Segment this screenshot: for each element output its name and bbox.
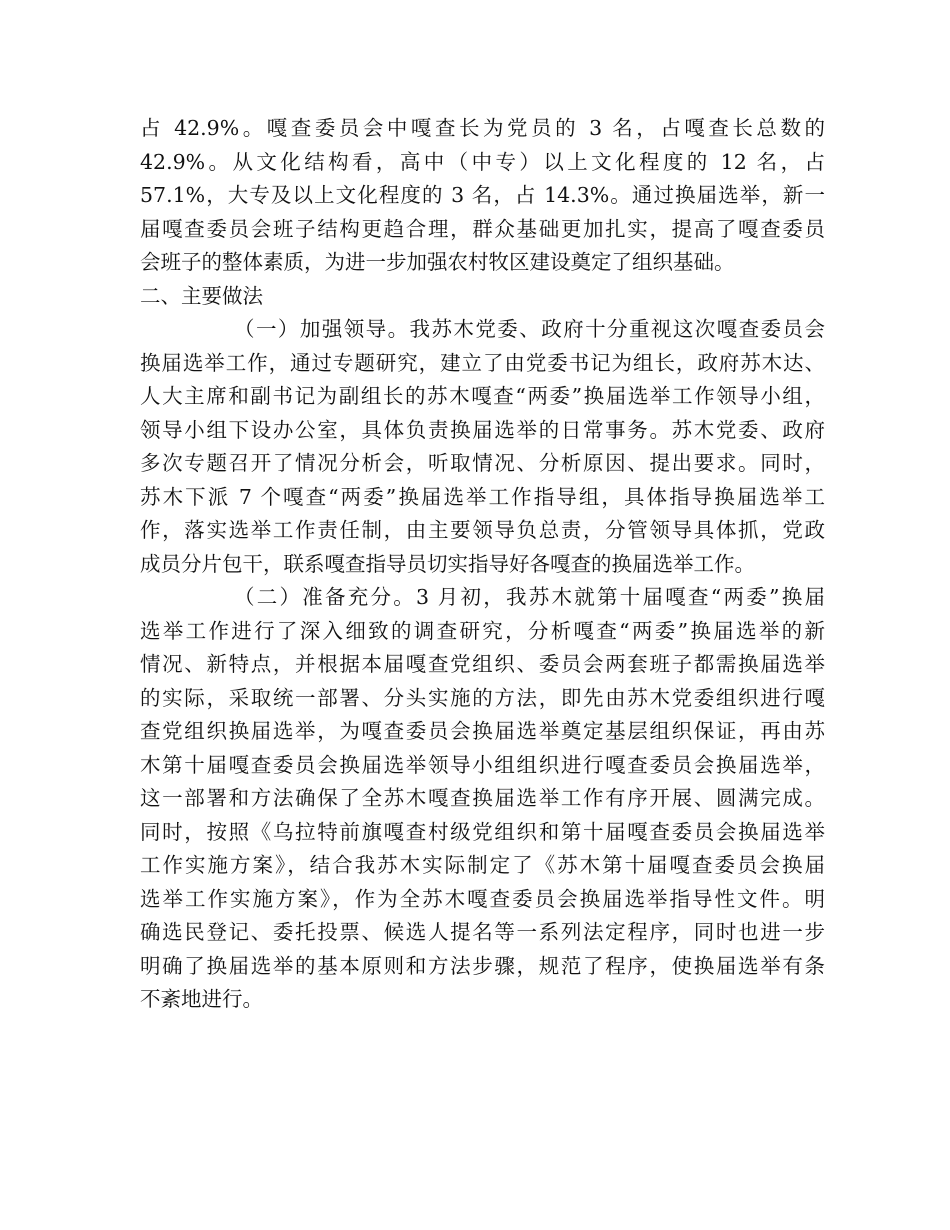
text-line: 的实际，采取统一部署、分头实施的方法，即先由苏木党委组织进行嘎: [140, 685, 825, 710]
text-line: 成员分片包干，联系嘎查指导员切实指导好各嘎查的换届选举工作。: [140, 551, 755, 576]
text-line: 情况、新特点，并根据本届嘎查党组织、委员会两套班子都需换届选举: [140, 652, 825, 676]
text-line: 42.9%。从文化结构看，高中（中专）以上文化程度的 12 名，占: [140, 149, 825, 174]
text-line: （一）加强领导。我苏木党委、政府十分重视这次嘎查委员会: [234, 317, 825, 341]
text-line: 苏木下派 7 个嘎查“两委”换届选举工作指导组，具体指导换届选举工: [140, 484, 825, 509]
text-line: 选举工作进行了深入细致的调查研究，分析嘎查“两委”换届选举的新: [140, 618, 825, 643]
text-line: 这一部署和方法确保了全苏木嘎查换届选举工作有序开展、圆满完成。: [140, 786, 825, 810]
text-line: 换届选举工作，通过专题研究，建立了由党委书记为组长，政府苏木达、: [140, 350, 825, 375]
text-line: 会班子的整体素质，为进一步加强农村牧区建设奠定了组织基础。: [140, 250, 735, 274]
text-line: 届嘎查委员会班子结构更趋合理，群众基础更加扎实，提高了嘎查委员: [140, 216, 825, 241]
text-line: 占 42.9%。嘎查委员会中嘎查长为党员的 3 名，占嘎查长总数的: [140, 116, 825, 140]
text-line: 查党组织换届选举，为嘎查委员会换届选举奠定基层组织保证，再由苏: [140, 719, 825, 743]
text-line: 木第十届嘎查委员会换届选举领导小组组织进行嘎查委员会换届选举，: [140, 752, 825, 777]
text-line: 同时，按照《乌拉特前旗嘎查村级党组织和第十届嘎查委员会换届选举: [140, 819, 825, 844]
text-line: 选举工作实施方案》，作为全苏木嘎查委员会换届选举指导性文件。明: [140, 886, 825, 911]
document-body: [140, 112, 825, 1017]
text-line: 不紊地进行。: [140, 987, 263, 1011]
text-line: 多次专题召开了情况分析会，听取情况、分析原因、提出要求。同时，: [140, 451, 825, 475]
text-line: （二）准备充分。3 月初，我苏木就第十届嘎查“两委”换届: [234, 585, 825, 609]
text-line: 工作实施方案》，结合我苏木实际制定了《苏木第十届嘎查委员会换届: [140, 853, 825, 877]
text-line: 二、主要做法: [140, 283, 263, 308]
text-line: 人大主席和副书记为副组长的苏木嘎查“两委”换届选举工作领导小组，: [140, 384, 825, 408]
text-line: 领导小组下设办公室，具体负责换届选举的日常事务。苏木党委、政府: [140, 417, 825, 442]
text-line: 作，落实选举工作责任制，由主要领导负总责，分管领导具体抓，党政: [140, 518, 825, 542]
text-line: 57.1%，大专及以上文化程度的 3 名，占 14.3%。通过换届选举，新一: [140, 183, 825, 207]
text-line: 确选民登记、委托投票、候选人提名等一系列法定程序，同时也进一步: [140, 920, 825, 944]
text-line: 明确了换届选举的基本原则和方法步骤，规范了程序，使换届选举有条: [140, 953, 825, 978]
